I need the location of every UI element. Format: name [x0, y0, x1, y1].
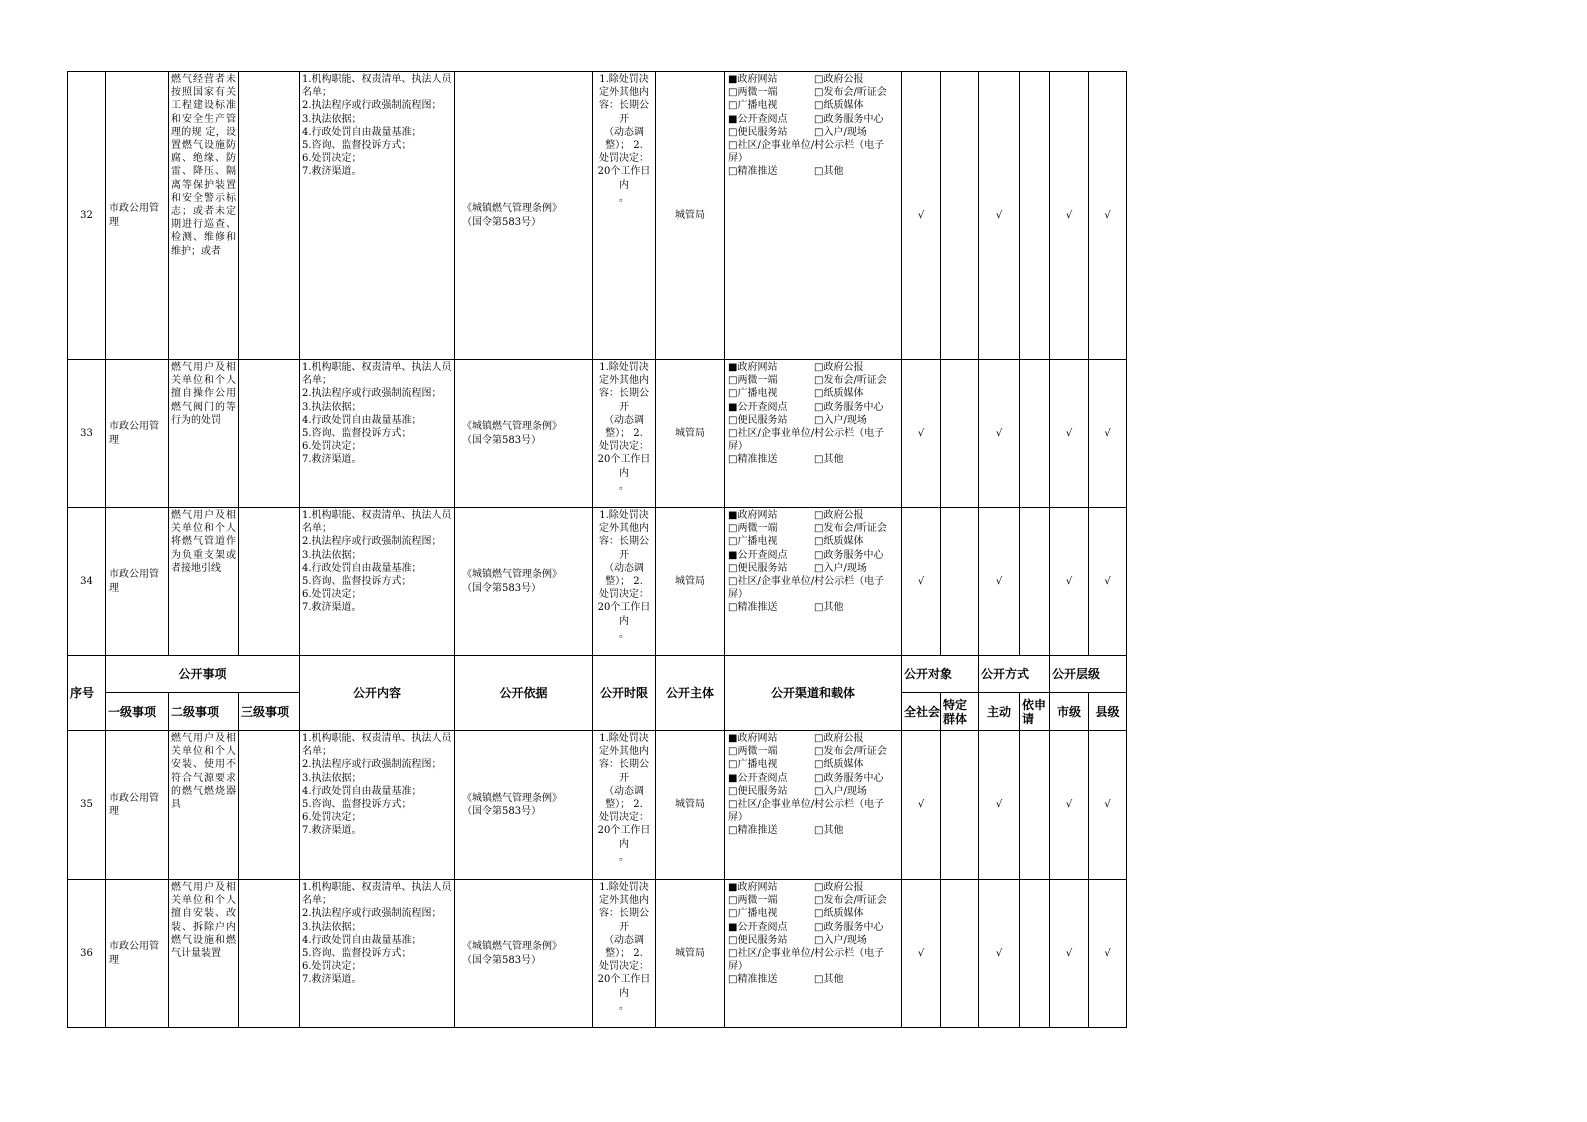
period-line: 处罚决定：	[599, 589, 649, 601]
channel-option: ■政府网站	[728, 733, 778, 744]
basis-line: （国令第583号）	[462, 216, 542, 228]
channel-option: □政务服务中心	[814, 549, 884, 561]
row-specific-check	[941, 508, 979, 656]
channel-option: □两微一端	[728, 375, 778, 387]
table-header	[68, 656, 1127, 731]
content-line: 2.执法程序或行政强制流程图；	[302, 388, 442, 400]
basis-line: 《城镇燃气管理条例》	[462, 941, 562, 953]
content-line: 5.咨询、监督投诉方式；	[302, 948, 412, 960]
channel-list	[728, 361, 898, 467]
period-line: 开	[619, 113, 629, 125]
row-channels	[725, 72, 902, 360]
channel-option: □政务服务中心	[814, 921, 884, 933]
row-level2: 燃气用户及相关单位和个人将燃气管道作为负重支架或者接地引线	[169, 508, 239, 656]
row-level3	[239, 72, 300, 360]
basis-line: （国令第583号）	[462, 954, 542, 966]
channel-option: □纸质媒体	[814, 536, 864, 548]
channel-option: □入户/现场	[814, 785, 867, 797]
row-channels	[725, 731, 902, 880]
period-line: 定外其他内	[599, 523, 649, 535]
content-line: 3.执法依据；	[302, 401, 362, 413]
channel-option: □精准推送	[728, 825, 778, 837]
channel-option: □其他	[814, 454, 844, 466]
period-line: 开	[619, 772, 629, 784]
period-line: 整）； 2.	[605, 428, 643, 440]
content-line: 4.行政处罚自由裁量基准；	[302, 934, 422, 946]
period-line: 内	[619, 838, 629, 850]
row-active-check: √	[979, 731, 1020, 880]
row-level1: 市政公用管理	[106, 880, 169, 1028]
content-line: 1.机构职能、权责清单、执法人员名单；	[302, 362, 452, 387]
header-basis: 公开依据	[455, 656, 593, 731]
channel-option: □发布会/听证会	[814, 895, 887, 907]
content-line: 1.机构职能、权责清单、执法人员名单；	[302, 733, 452, 758]
content-line: 5.咨询、监督投诉方式；	[302, 140, 412, 152]
channel-option: ■政府网站	[728, 362, 778, 373]
header-level1: 一级事项	[106, 693, 169, 731]
row-seq: 35	[68, 731, 106, 880]
channel-option: □其他	[814, 602, 844, 614]
row-content	[300, 731, 455, 880]
row-all-check: √	[902, 880, 941, 1028]
row-subject: 城管局	[656, 880, 725, 1028]
header-seq: 序号	[68, 656, 106, 731]
content-line: 6.处罚决定；	[302, 812, 362, 824]
row-city-check: √	[1050, 731, 1089, 880]
content-line: 7.救济渠道。	[302, 825, 362, 837]
period-line: 20个工作日	[597, 974, 651, 986]
table-row	[68, 508, 1127, 656]
channel-option: ■政府网站	[728, 882, 778, 893]
row-request-check	[1020, 72, 1050, 360]
channel-option: □两微一端	[728, 87, 778, 99]
channel-option: □入户/现场	[814, 562, 867, 574]
header-channels: 公开渠道和载体	[725, 656, 902, 731]
channel-option: □便民服务站	[728, 126, 788, 138]
row-channels	[725, 880, 902, 1028]
row-basis	[455, 508, 593, 656]
period-line: （动态调	[604, 414, 644, 426]
channel-option: ■政府网站	[728, 74, 778, 85]
channel-option: ■公开查阅点	[728, 921, 788, 933]
content-line: 3.执法依据；	[302, 549, 362, 561]
channel-option: □其他	[814, 825, 844, 837]
row-period	[593, 72, 656, 360]
header-target-specific: 特定群体	[941, 693, 979, 731]
disclosure-table	[67, 71, 1127, 1028]
period-line: （动态调	[604, 562, 644, 574]
channel-option: □广播电视	[728, 759, 778, 771]
channel-option: ■公开查阅点	[728, 401, 788, 413]
period-line: 处罚决定：	[599, 812, 649, 824]
row-level3	[239, 508, 300, 656]
header-level-county: 县级	[1089, 693, 1127, 731]
period-line: 内	[619, 615, 629, 627]
header-target-all: 全社会	[902, 693, 941, 731]
channel-option: □政府公报	[814, 733, 864, 744]
channel-option: □政务服务中心	[814, 401, 884, 413]
channel-option: □其他	[814, 974, 844, 986]
header-period: 公开时限	[593, 656, 656, 731]
content-line: 7.救济渠道。	[302, 974, 362, 986]
period-line: 定外其他内	[599, 87, 649, 99]
content-line: 7.救济渠道。	[302, 602, 362, 614]
row-period	[593, 360, 656, 508]
row-all-check: √	[902, 72, 941, 360]
table-row	[68, 880, 1127, 1028]
row-seq: 36	[68, 880, 106, 1028]
basis-line: （国令第583号）	[462, 806, 542, 817]
row-city-check: √	[1050, 508, 1089, 656]
period-line: 内	[619, 179, 629, 191]
row-period	[593, 880, 656, 1028]
row-level3	[239, 360, 300, 508]
table-row	[68, 731, 1127, 880]
channel-option: □入户/现场	[814, 414, 867, 426]
channel-option: □政府公报	[814, 362, 864, 373]
channel-option: ■公开查阅点	[728, 772, 788, 784]
header-method-request: 依申请	[1020, 693, 1050, 731]
content-line: 5.咨询、监督投诉方式；	[302, 576, 412, 588]
row-city-check: √	[1050, 72, 1089, 360]
header-subject: 公开主体	[656, 656, 725, 731]
channel-option: □政府公报	[814, 74, 864, 85]
row-basis	[455, 880, 593, 1028]
row-period	[593, 731, 656, 880]
content-line: 5.咨询、监督投诉方式；	[302, 428, 412, 440]
row-county-check: √	[1089, 880, 1127, 1028]
basis-line: 《城镇燃气管理条例》	[462, 421, 562, 433]
channel-option: □政务服务中心	[814, 772, 884, 784]
content-line: 4.行政处罚自由裁量基准；	[302, 126, 422, 138]
period-line: 整）； 2.	[605, 799, 643, 811]
channel-option: □精准推送	[728, 454, 778, 466]
channel-option: □便民服务站	[728, 934, 788, 946]
content-line: 2.执法程序或行政强制流程图；	[302, 100, 442, 112]
channel-option: □精准推送	[728, 602, 778, 614]
row-subject: 城管局	[656, 508, 725, 656]
table-row	[68, 360, 1127, 508]
row-content	[300, 880, 455, 1028]
row-active-check: √	[979, 880, 1020, 1028]
row-all-check: √	[902, 731, 941, 880]
period-line: 20个工作日	[597, 602, 651, 614]
channel-option: □社区/企事业单位/村公示栏（电子屏）	[728, 576, 885, 601]
content-line: 6.处罚决定；	[302, 961, 362, 973]
period-line: 定外其他内	[599, 375, 649, 387]
content-line: 2.执法程序或行政强制流程图；	[302, 908, 442, 920]
period-line: 开	[619, 401, 629, 413]
channel-option: □两微一端	[728, 746, 778, 758]
channel-option: □纸质媒体	[814, 388, 864, 400]
channel-option: □广播电视	[728, 100, 778, 112]
row-specific-check	[941, 880, 979, 1028]
row-request-check	[1020, 731, 1050, 880]
period-line: 处罚决定：	[599, 441, 649, 453]
period-line: 容：长期公	[599, 100, 649, 112]
channel-option: □政府公报	[814, 510, 864, 521]
period-line: 1.除处罚决	[599, 510, 649, 521]
row-city-check: √	[1050, 880, 1089, 1028]
channel-list	[728, 732, 898, 838]
period-line: 内	[619, 467, 629, 479]
channel-option: □发布会/听证会	[814, 375, 887, 387]
row-level1: 市政公用管理	[106, 72, 169, 360]
period-line: 1.除处罚决	[599, 733, 649, 744]
content-line: 1.机构职能、权责清单、执法人员名单；	[302, 510, 452, 535]
row-level2: 燃气用户及相关单位和个人擅自操作公用燃气阀门的等行为的处罚	[169, 360, 239, 508]
channel-list	[728, 509, 898, 615]
row-all-check: √	[902, 508, 941, 656]
row-channels	[725, 508, 902, 656]
channel-option: ■公开查阅点	[728, 113, 788, 125]
channel-option: □便民服务站	[728, 562, 788, 574]
row-level2: 燃气经营者未按照国家有关工程建设标准和安全生产管理的规 定，设置燃气设施防腐、绝缘、防雷、降压、隔离等保护装置和安全警示标志；或者未定期进行巡查、检测、维修和维护；或者	[169, 72, 239, 360]
channel-option: □广播电视	[728, 388, 778, 400]
channel-option: □两微一端	[728, 523, 778, 535]
content-line: 5.咨询、监督投诉方式；	[302, 799, 412, 811]
channel-option: □广播电视	[728, 908, 778, 920]
content-line: 6.处罚决定；	[302, 153, 362, 165]
row-subject: 城管局	[656, 731, 725, 880]
channel-option: □纸质媒体	[814, 759, 864, 771]
row-level3	[239, 880, 300, 1028]
rows-before-header	[68, 72, 1127, 656]
content-line: 3.执法依据；	[302, 772, 362, 784]
header-method-active: 主动	[979, 693, 1020, 731]
row-basis	[455, 731, 593, 880]
period-line: 容：长期公	[599, 759, 649, 771]
period-line: 处罚决定：	[599, 153, 649, 165]
basis-line: 《城镇燃气管理条例》	[462, 792, 562, 804]
header-level2: 二级事项	[169, 693, 239, 731]
row-content	[300, 72, 455, 360]
period-line: 整）； 2.	[605, 576, 643, 588]
period-line: 20个工作日	[597, 825, 651, 837]
channel-option: □社区/企事业单位/村公示栏（电子屏）	[728, 428, 885, 453]
basis-line: （国令第583号）	[462, 434, 542, 446]
header-level: 公开层级	[1050, 656, 1127, 693]
channel-option: □精准推送	[728, 974, 778, 986]
period-line: 1.除处罚决	[599, 74, 649, 85]
period-line: 容：长期公	[599, 388, 649, 400]
period-line: 定外其他内	[599, 746, 649, 758]
header-content: 公开内容	[300, 656, 455, 731]
period-line: （动态调	[604, 126, 644, 138]
channel-option: □便民服务站	[728, 785, 788, 797]
period-line: 20个工作日	[597, 454, 651, 466]
period-line: 开	[619, 921, 629, 933]
row-basis	[455, 72, 593, 360]
content-line: 4.行政处罚自由裁量基准；	[302, 414, 422, 426]
channel-option: □发布会/听证会	[814, 87, 887, 99]
row-content	[300, 360, 455, 508]
period-line: 定外其他内	[599, 895, 649, 907]
row-all-check: √	[902, 360, 941, 508]
basis-line: （国令第583号）	[462, 582, 542, 594]
row-level2: 燃气用户及相关单位和个人安装、使用不符合气源要求的燃气燃烧器具	[169, 731, 239, 880]
header-public-item: 公开事项	[106, 656, 300, 693]
content-line: 1.机构职能、权责清单、执法人员名单；	[302, 882, 452, 907]
row-level1: 市政公用管理	[106, 731, 169, 880]
content-line: 6.处罚决定；	[302, 441, 362, 453]
content-line: 4.行政处罚自由裁量基准；	[302, 562, 422, 574]
row-period	[593, 508, 656, 656]
period-line: 处罚决定：	[599, 961, 649, 973]
content-line: 4.行政处罚自由裁量基准；	[302, 785, 422, 797]
header-level3: 三级事项	[239, 693, 300, 731]
channel-option: ■政府网站	[728, 510, 778, 521]
channel-option: □纸质媒体	[814, 908, 864, 920]
row-active-check: √	[979, 360, 1020, 508]
rows-after-header	[68, 731, 1127, 1028]
header-target: 公开对象	[902, 656, 979, 693]
channel-option: □社区/企事业单位/村公示栏（电子屏）	[728, 140, 885, 165]
channel-option: □便民服务站	[728, 414, 788, 426]
channel-option: □政府公报	[814, 882, 864, 893]
row-level1: 市政公用管理	[106, 508, 169, 656]
content-line: 7.救济渠道。	[302, 166, 362, 178]
period-line: 开	[619, 549, 629, 561]
row-county-check: √	[1089, 731, 1127, 880]
row-city-check: √	[1050, 360, 1089, 508]
row-level1: 市政公用管理	[106, 360, 169, 508]
channel-option: ■公开查阅点	[728, 549, 788, 561]
period-line: （动态调	[604, 785, 644, 797]
content-line: 2.执法程序或行政强制流程图；	[302, 759, 442, 771]
row-seq: 32	[68, 72, 106, 360]
row-seq: 33	[68, 360, 106, 508]
period-line: 。	[619, 628, 629, 640]
channel-option: □发布会/听证会	[814, 523, 887, 535]
channel-option: □广播电视	[728, 536, 778, 548]
row-active-check: √	[979, 72, 1020, 360]
row-request-check	[1020, 508, 1050, 656]
row-basis	[455, 360, 593, 508]
period-line: 。	[619, 480, 629, 492]
channel-option: □纸质媒体	[814, 100, 864, 112]
row-channels	[725, 360, 902, 508]
channel-option: □精准推送	[728, 166, 778, 178]
period-line: 整）； 2.	[605, 140, 643, 152]
period-line: 内	[619, 987, 629, 999]
period-line: （动态调	[604, 934, 644, 946]
period-line: 1.除处罚决	[599, 362, 649, 373]
basis-line: 《城镇燃气管理条例》	[462, 203, 562, 215]
row-subject: 城管局	[656, 72, 725, 360]
row-level2: 燃气用户及相关单位和个人擅自安装、改装、拆除户内燃气设施和燃气计量装置	[169, 880, 239, 1028]
channel-list	[728, 73, 898, 179]
basis-line: 《城镇燃气管理条例》	[462, 569, 562, 581]
row-request-check	[1020, 880, 1050, 1028]
row-seq: 34	[68, 508, 106, 656]
row-county-check: √	[1089, 72, 1127, 360]
period-line: 1.除处罚决	[599, 882, 649, 893]
period-line: 20个工作日	[597, 166, 651, 178]
row-specific-check	[941, 731, 979, 880]
row-county-check: √	[1089, 508, 1127, 656]
row-content	[300, 508, 455, 656]
channel-option: □入户/现场	[814, 934, 867, 946]
channel-option: □两微一端	[728, 895, 778, 907]
table-row	[68, 72, 1127, 360]
row-county-check: √	[1089, 360, 1127, 508]
content-line: 1.机构职能、权责清单、执法人员名单；	[302, 74, 452, 99]
period-line: 。	[619, 851, 629, 863]
row-level3	[239, 731, 300, 880]
channel-option: □政务服务中心	[814, 113, 884, 125]
channel-option: □社区/企事业单位/村公示栏（电子屏）	[728, 799, 885, 824]
row-active-check: √	[979, 508, 1020, 656]
content-line: 2.执法程序或行政强制流程图；	[302, 536, 442, 548]
content-line: 6.处罚决定；	[302, 589, 362, 601]
header-method: 公开方式	[979, 656, 1050, 693]
content-line: 3.执法依据；	[302, 113, 362, 125]
channel-option: □其他	[814, 166, 844, 178]
period-line: 容：长期公	[599, 536, 649, 548]
content-line: 7.救济渠道。	[302, 454, 362, 466]
row-specific-check	[941, 360, 979, 508]
period-line: 。	[619, 192, 629, 204]
channel-option: □发布会/听证会	[814, 746, 887, 758]
header-level-city: 市级	[1050, 693, 1089, 731]
row-request-check	[1020, 360, 1050, 508]
content-line: 3.执法依据；	[302, 921, 362, 933]
period-line: 。	[619, 1000, 629, 1012]
row-subject: 城管局	[656, 360, 725, 508]
row-specific-check	[941, 72, 979, 360]
channel-option: □入户/现场	[814, 126, 867, 138]
channel-option: □社区/企事业单位/村公示栏（电子屏）	[728, 948, 885, 973]
channel-list	[728, 881, 898, 987]
period-line: 容：长期公	[599, 908, 649, 920]
period-line: 整）； 2.	[605, 948, 643, 960]
